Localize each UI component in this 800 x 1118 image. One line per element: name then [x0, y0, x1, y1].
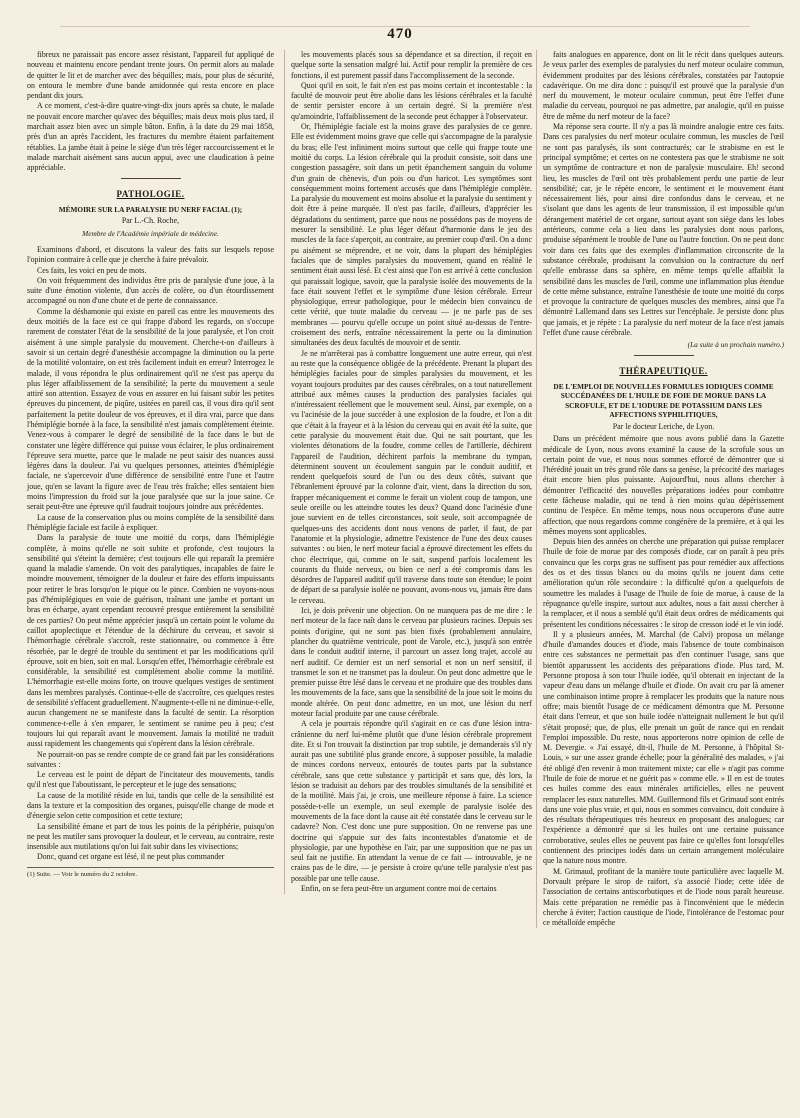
- paragraph: Or, l'hémiplégie faciale est la moins grave des paralysies de ce genre. Elle est évidemment moins grave que celle qui s'accompagne de la paralysie du bras; elle l'est infiniment moins surtout que celle qui frappe toute une moitié du corps. La lésion cérébrale qui la produit consiste, soit dans une congestion passagère, soit dans un petit épanchement sanguin du volume d'un grain de chènevis, d'un pois ou d'un haricot. Les symptômes sont conséquemment moins fortement accusés que dans l'hémiplégie complète. La paralysie du mouvement est moins absolue et la paralysie du sentiment y doit être à peine marquée. Il n'est pas facile, d'ailleurs, d'apprécier les dégradations du sentiment, parce que nous ne possédons pas de moyens de mesurer la sensibilité. Le plus léger défaut d'harmonie dans le jeu des muscles de la face s'aperçoit, au contraire, au premier coup d'œil. On a donc pu aisément se méprendre, et ne voir, dans la plupart des hémiplégies faciales que de simples paralysies du mouvement, quand en réalité le sentiment était aussi lésé. Et c'est ainsi que l'on est arrivé à cette conclusion qui paraissait logique, savoir, que la paralysie isolée des mouvements de la face était souvent l'effet et le symptôme d'une lésion cérébrale. Erreur physiologique, erreur pathologique, pour le médecin bien convaincu de cette vérité, que toute maladie du cerveau — je ne parle pas de ses membranes — pourvu qu'elle occupe un point situé au-dessus de l'entre-croisement des nerfs, entraîne nécessairement la perte ou la diminution simultanées des deux facultés de mouvoir et de sentir.: [291, 122, 532, 348]
- paragraph: La sensibilité émane et part de tous les points de la périphérie, puisqu'on ne peut les mutiler sans provoquer la douleur, et le cerveau, au contraire, reste insensible aux mutilations qu'on lui fait subir dans les vivisections;: [27, 821, 274, 852]
- paragraph: Comme la déshamonie qui existe en pareil cas entre les mouvements des deux moitiés de la face est ce qui frappe d'abord les regards, on s'occupe rarement de constater l'état de la sensibilité de la joue paralysée, et l'on croit aisément à une simple paralysie du mouvement. Cherche-t-on d'ailleurs à savoir si un certain degré d'anesthésie accompagne la diminution ou la perte de la motilité volontaire, on est très facilement induit en erreur? Interrogez le malade, il vous répondra le plus ordinairement qu'il ne s'est pas aperçu du plus léger affaiblissement de la sensibilité; la perte du mouvement a seule attiré son attention. Essayez de vous en assurer en lui faisant subir les petites épreuves du pincement, de piqûre, usitées en pareil cas, il vous dira qu'il sent parfaitement la petite douleur de vos épreuves, et il dira vrai, parce que dans l'hémiplégie bornée à la face, la sensibilité n'est jamais complètement éteinte. Venez-vous à comparer le degré de sensibilité de la face dans le but de constater une légère différence qui puisse vous éclairer, le plus ordinairement l'épreuve sera muette, parce que le malade ne peut saisir des nuances aussi légères dans la douleur. J'ai vu quelques personnes, atteintes d'hémiplégie faciale, ne s'apercevoir d'une différence de sensibilité entre l'une et l'autre joue, qu'en se lavant la figure avec de l'eau très fraîche; elles sentaient bien moins l'impression du froid sur la joue paralysée que sur la joue saine. Ce serait peut-être une épreuve qu'il faudrait toujours joindre aux précédentes.: [27, 306, 274, 512]
- article-title: DE L'EMPLOI DE NOUVELLES FORMULES IODIQUES COMME SUCCÉDANÉES DE L'HUILE DE FOIE DE MORUE DANS LA SCROFULE, ET DE L'IODURE DE POTASSIUM DANS LES AFFECTIONS SYPHILITIQUES,: [553, 381, 774, 420]
- paragraph: La cause de la motilité réside en lui, tandis que celle de la sensibilité est dans la texture et la composition des organes, puisqu'elle change de mode et d'énergie selon cette composition et cette texture;: [27, 790, 274, 821]
- paragraph: fibreux ne paraissait pas encore assez résistant, l'appareil fut appliqué de nouveau et maintenu encore pendant trente jours. On permit alors au malade de quitter le lit et de marcher avec des béquilles; mais, pour plus de sécurité, on entoura le membre d'une bande amidonnée qui resta encore en place pendant dix jours.: [27, 50, 274, 101]
- paragraph: Ne pourrait-on pas se rendre compte de ce grand fait par les considérations suivantes :: [27, 749, 274, 769]
- page-number: 470: [387, 26, 413, 42]
- article-author: Par le docteur Leriche, de Lyon.: [612, 421, 715, 431]
- paragraph: les mouvements placés sous sa dépendance et sa direction, il reçoit en quelque sorte la sensation malgré lui. Actif pour remplir la première de ces fonctions, il est purement passif dans l'accomplissement de la seconde.: [291, 50, 532, 80]
- paragraph: A cela je pourrais répondre qu'il s'agirait en ce cas d'une lésion intra-crânienne du nerf lui-même plutôt que d'une lésion cérébrale proprement dite. Et si l'on trouvait la distinction par trop subtile, je demanderais s'il n'y aurait pas une subtilité plus grande encore, à supposer possible, la maladie de minces cordons nerveux, entourés de toutes parts par la substance cérébrale, sans que cette substance y participât et sans que, dès lors, la lésion se traduisit au dehors par des troubles simultanés de la sensibilité et de la motilité. Mais j'ai, je crois, une meilleure réponse à faire. La science possède-t-elle un exemple, un seul exemple de paralysie isolée des mouvements de la face dont la cause ait été constatée dans le cerveau sur le cadavre? Non. C'est donc une pure supposition. On ne renverse pas une doctrine qui s'appuie sur des faits incontestables d'anatomie et de physiologie, par une hypothèse en l'air, par une supposition que ne pas un seul fait ne justifie. En attendant la venue de ce fait — introuvable, je ne crains pas de le dire, — je persiste à croire qu'une telle paralysie n'est pas possible par une telle cause.: [291, 719, 532, 883]
- paragraph: Donc, quand cet organe est lésé, il ne peut plus commander: [37, 852, 225, 862]
- section-heading-therapeutique: THÉRAPEUTIQUE.: [619, 365, 708, 376]
- paragraph: faits analogues en apparence, dont on lit le récit dans quelques auteurs. Je veux parler des exemples de paralysies du nerf moteur oculaire commun, évidemment produites par des lésions cérébrales, constatées par l'autopsie cadavérique. On me dira donc : puisqu'il est prouvé que la paralysie d'un nerf du mouvement, le moteur oculaire commun, peut être l'effet d'une maladie du cerveau, pourquoi ne pas admettre, par analogie, qu'il en puisse être de même du nerf moteur de la face?: [543, 50, 784, 121]
- paragraph: M. Grimaud, profitant de la manière toute particulière avec laquelle M. Dorvault prépare le sirop de raifort, s'a associé l'iode; cette idée de l'association de certains antiscorbutiques et de l'iode nous paraît heureuse. Mais cette préparation ne remédie pas à l'inconvénient que le médecin cherche à éviter; l'action caustique de l'iode, l'intolérance de l'estomac pour ce métalloïde empêche: [543, 866, 784, 928]
- section-heading-pathologie: PATHOLOGIE.: [116, 188, 185, 199]
- footnote: (1) Suite. — Voir le numéro du 2 octobre.: [27, 867, 274, 880]
- paragraph: Ces faits, les voici en peu de mots.: [37, 265, 147, 275]
- paragraph: A ce moment, c'est-à-dire quatre-vingt-dix jours après sa chute, le malade ne pouvait encore marcher qu'avec des béquilles; mais deux mois plus tard, il marchait assez bien avec un simple bâton. Enfin, à la date du 29 mai 1858, près d'un an après l'accident, les fractures du membre étaient parfaitement rétablies. La jambe était à peine le siège d'un très léger raccourcissement et le malade marchait aisément sans aucun appui, avec une claudication à peine appréciable.: [27, 101, 274, 173]
- paragraph: Je ne m'arrêterai pas à combattre longuement une autre erreur, qui n'est au reste que la conséquence obligée de la précédente. Prenant la plupart des hémiplégies faciales pour de simples paralysies du mouvement, et les voyant toujours produites par des causes cérébrales, on a tout naturellement attribué aux mêmes causes la production des paralysies faciales qui n'intéressaient réellement que le mouvement seul. Ainsi, par exemple, on a vu l'acinésie de la joue succéder à une explosion de la foudre, et l'on a dit que c'était à la frayeur et à la lésion du cerveau qui en avait été la suite, que cette paralysie du mouvement était due. Qui ne sait pourtant, que les violentes détonations de la foudre, comme celles de l'artillerie, déchirent l'appareil de l'audition, déchirent parfois la membrane du tympan, déterminent souvent un écoulement sanguin par le conduit auditif, et rendent quelquefois sourd de l'un ou des deux côtés, suivant que l'ébranlement éprouvé par la colonne d'air, vient, dans la direction du son, frapper mécaniquement et comme le ferait un violent coup de tampon, une seule oreille ou les atteindre toutes les deux? Quand donc l'acinésie d'une joue survient en de telles circonstances, soit seule, soit accompagnée de quelques-uns des accidents dont nous venons de parler, il faut, de par l'anatomie et la physiologie, admettre l'existence de l'une des deux causes suivantes : ou bien, le nerf moteur facial a éprouvé directement les effets du choc électrique, qui, comme on le sait, suspend parfois localement les courants du fluide nerveux, ou bien ce nerf a été compromis dans les désordres de l'appareil auditif qu'il traverse dans toute son étendue; le point de départ de sa paralysie isolée ne pouvant, avons-nous vu, jamais être dans le cerveau.: [291, 348, 532, 605]
- paragraph: Examinons d'abord, et discutons la valeur des faits sur lesquels repose l'opinion contraire à celle que je cherche à faire prévaloir.: [27, 244, 274, 265]
- continuation-note: (La suite à un prochain numéro.): [687, 340, 784, 350]
- paragraph: Dans un précédent mémoire que nous avons publié dans la Gazette médicale de Lyon, nous avons examiné la cause de la scrofule sous un certain point de vue, et nous nous sommes efforcé de démontrer que si l'hérédité jouait un très grand rôle dans sa genèse, la précocité des mariages était encore bien plus puissante. Aujourd'hui, nous allons chercher à démontrer l'efficacité des nouvelles préparations iodées pour combattre cette fâcheuse maladie, qui ne tend à rien moins qu'au dépérissement continu de l'espèce. En même temps, nous nous occuperons d'une autre affection, que nous regardons comme congénère de la première, et à qui les mêmes moyens sont applicables.: [543, 434, 784, 536]
- paragraph: Il y a plusieurs années, M. Marchal (de Calvi) proposa un mélange d'huile d'amandes douces et d'iode, mais l'absence de toute combinaison entre ces substances ne permettait pas d'en continuer l'usage, sans que bientôt apparussent les accidents des préparations d'iode. Plus tard, M. Personne proposa à son tour l'huile iodée, qu'il obtenait en injectant de la vapeur d'eau dans un mélange d'huile et d'iode. On avait cru par là amener une combinaison intime propre à remplacer les produits que la nature nous offre; mais bientôt l'usage de ce médicament démontra que M. Personne était dans l'erreur, et que son huile iodée n'atteignait nullement le but qu'il s'était proposé; que, de plus, elle prenait un goût de rance qui en rendait l'emploi impossible. Du reste, nous apporterons notre opinion de celle de M. Devergie. « J'ai essayé, dit-il, l'huile de M. Personne, à l'hôpital St-Louis, » sur une assez grande échelle; pour la généralité des malades, » j'ai été obligé d'en revenir à mon traitement mixte; car elle » n'agit pas comme l'huile de foie de morue et ne guérit pas » comme elle. » Il en est de toutes ces huiles comme des eaux minérales artificielles, elles ne peuvent remplacer les eaux naturelles. MM. Guillermond fils et Grimaud sont entrés dans une voie plus vraie, et qui, nous en sommes convaincu, doit conduire à des résultats thérapeutiques très heureux en proposant des analogues; car l'expérience a démontré que si les huiles ont une certaine puissance corroborative, seules elles ne peuvent pas faire ce qu'elles font lorsqu'elles contiennent des principes iodés dans un certain arrangement moléculaire que la nature nous montre.: [543, 629, 784, 866]
- divider: [121, 178, 181, 179]
- paragraph: Dans la paralysie de toute une moitié du corps, dans l'hémiplégie complète, à moins qu'elle ne soit subite et profonde, c'est toujours la sensibilité qui s'éteint la dernière; c'est toujours elle qui reparaît la première quand la maladie s'amende. On voit des paralytiques, incapables de faire le moindre mouvement, témoigner de la douleur et faire des efforts impuissants pour retirer le bras lorsqu'on le pique ou le pince. Combien ne voyons-nous pas d'hémiplégiques en voie de guérison, traînant une jambe et portant un bras en écharpe, ayant cependant recouvré presque entièrement la sensibilité de ces parties? On peut même apprécier jusqu'à un certain point le volume du caillot apoplectique et l'étendue de la déchirure du cerveau, et savoir si l'hémorrhagie cérébrale s'accroît, reste stationnaire, ou commence à être résorbée, par le degré de trouble du sentiment et par les modifications qu'il éprouve, soit en bien, soit en mal. Lorsqu'en effet, l'hémorrhagie cérébrale est considérable, la sensibilité est complètement abolie comme la motilité. L'hémorrhagie est-elle moins forte, on trouve quelques vestiges de sentiment dans les membres paralysés. Continue-t-elle de s'accroître, ces quelques restes de sensibilité s'effacent graduellement. N'augmente-t-elle ni ne diminue-t-elle, aucun changement ne se manifeste dans la faculté de sentir. La résorption commence-t-elle à s'en emparer, le sentiment se ranime peu à peu; c'est toujours lui qui reparaît avant le mouvement. Jamais la motilité ne traduit aussi rapidement les changements qui s'opèrent dans la lésion cérébrale.: [27, 533, 274, 749]
- paragraph: Enfin, on se fera peut-être un argument contre moi de certains: [301, 884, 497, 894]
- paragraph: On voit fréquemment des individus être pris de paralysie d'une joue, à la suite d'une émotion violente, d'un accès de colère, ou d'un étourdissement accompagné ou non d'une chute et de perte de connaissance.: [27, 275, 274, 306]
- divider: [634, 355, 694, 356]
- paragraph: Ici, je dois prévenir une objection. On ne manquera pas de me dire : le nerf moteur de la face naît dans le cerveau par plusieurs racines. Depuis ses points d'origine, qui ne sont pas bien fixés (probablement annulaire, plancher du quatrième ventricule, pont de Varole, etc.), jusqu'à son entrée dans le conduit auditif interne, il parcourt un assez long trajet, accolé au nerf auditif. Ce dernier est un nerf sensorial et non un nerf sensitif, il transmet le son et ne transmet pas la douleur. On peut donc admettre que le premier puisse être lésé dans le cerveau et ne produire que des troubles dans les mouvements de la face, sans que la sensibilité de la joue soit le moins du monde altérée. On peut donc admettre, en un mot, une lésion du nerf moteur facial produite par une cause cérébrale.: [291, 606, 532, 718]
- paragraph: La cause de la conservation plus ou moins complète de la sensibilité dans l'hémiplégie faciale est facile à expliquer.: [27, 512, 274, 532]
- paragraph: Ma réponse sera courte. Il n'y a pas là moindre analogie entre ces faits. Dans ces paralysies du nerf moteur oculaire commun, les muscles de l'œil ne sont pas paralysés, ils sont contracturés; car le strabisme en est le principal symptôme; et certes on ne contestera pas que le strabisme ne soit un symptôme de contracture et non de paralysie musculaire. Eh! second lieu, les muscles de l'œil ont très probablement perdu une partie de leur sensibilité; car, je le répète encore, le sentiment et le mouvement étant nécessairement liés, pour ainsi dire confondus dans le cerveau, et ne s'isolant que dans les agents de leur transmission, il est impossible qu'un dérangement matériel de cet organe, surtout ayant son siège dans les lobes antérieurs, comme cela a lieu dans les paralysies dont nous parlons, produise séparément le trouble de l'une ou l'autre fonction. On ne peut donc voir dans ces faits que des exemples d'inflammation circonscrite de la substance cérébrale, produisant la convulsion ou la contracture du nerf qu'elle embrasse dans sa sphère, en même temps qu'elle affaiblit la sensibilité dans les muscles de l'œil, comme une inflammation plus étendue de cette même substance, entraîne l'anesthésie de toute une moitié du corps et provoque la contracture de quelques muscles des membres, ainsi que l'a démontré Lallemand dans ses Lettres sur l'encéphale. Je persiste donc plus que jamais, et je répète : La paralysie du nerf moteur de la face n'est jamais l'effet d'une cause cérébrale.: [543, 122, 784, 338]
- paragraph: Quoi qu'il en soit, le fait n'en est pas moins certain et incontestable : la faculté de mouvoir peut être abolie dans les lésions cérébrales et la faculté de sentir persister encore à un certain degré. Si la première n'est qu'amoindrie, l'affaiblissement de la seconde peut échapper à l'observateur.: [291, 80, 532, 121]
- column-2: [284, 50, 532, 894]
- article-author: Par L.-Ch. Roche,: [121, 216, 180, 226]
- column-1: [27, 50, 274, 880]
- paragraph: Depuis bien des années on cherche une préparation qui puisse remplacer l'huile de foie de morue par des composés d'iode, car on paraît à peu près convaincu que les corps gras ne suffisent pas pour remédier aux affections des os et des tissus blancs ou du moins qu'ils ne jouent dans cette amélioration qu'un rôle secondaire : la difficulté qu'on a quelquefois de soumettre les malades à l'usage de l'huile de foie de morue, à cause de la répugnance qu'elle inspire, surtout aux adultes, nous a fait aussi chercher à la remplacer, et il nous a semblé qu'il était deux ordres de médicaments qui présentent les conditions nécessaires : le sirop de cresson iodé et le vin iodé.: [543, 537, 784, 629]
- article-title: MÉMOIRE SUR LA PARALYSIE DU NERF FACIAL (1);: [58, 204, 243, 214]
- column-3: [536, 50, 784, 928]
- author-affiliation: Membre de l'Académie impériale de médecine.: [82, 228, 219, 238]
- paragraph: Le cerveau est le point de départ de l'incitateur des mouvements, tandis qu'il n'est que l'aboutissant, le percepteur et le juge des sensations;: [27, 770, 274, 790]
